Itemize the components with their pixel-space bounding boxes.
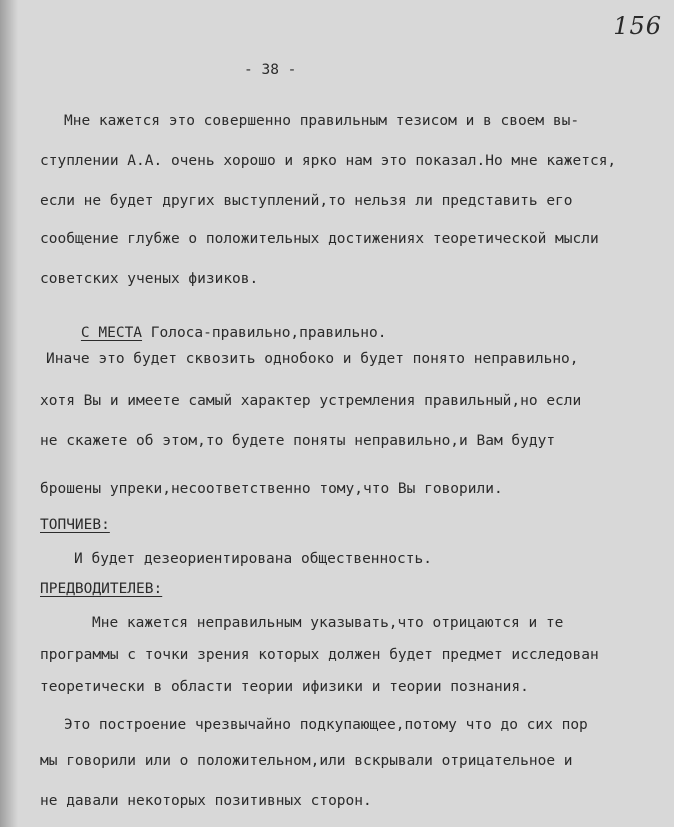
page-number: - 38 - <box>244 62 297 78</box>
text-line: И будет дезеориентирована общественность. <box>74 551 432 567</box>
text-line: советских ученых физиков. <box>40 271 259 287</box>
text-line: ступлении А.А. очень хорошо и ярко нам это показал.Но мне кажется, <box>40 153 617 169</box>
speaker-label: С МЕСТА <box>80 325 143 341</box>
speaker-label: ТОПЧИЕВ: <box>40 517 110 533</box>
text-line: мы говорили или о положительном,или вскрывали отрицательное и <box>40 753 573 769</box>
text-line: не скажете об этом,то будете поняты неправильно,и Вам будут <box>40 433 556 449</box>
text-line: теоретически в области теории ифизики и теории познания. <box>40 679 529 695</box>
text-line: Мне кажется это совершенно правильным тезисом и в своем вы- <box>64 113 580 129</box>
text-line: брошены упреки,несоответственно тому,что Вы говорили. <box>40 481 503 497</box>
handwritten-page-number: 156 <box>613 12 662 40</box>
text-line: не давали некоторых позитивных сторон. <box>40 793 372 809</box>
remark-text: Голоса-правильно,правильно. <box>142 325 387 341</box>
text-line: Иначе это будет сквозить однобоко и будет понято неправильно, <box>46 351 579 367</box>
speaker-label: ПРЕДВОДИТЕЛЕВ: <box>40 581 163 597</box>
text-line: если не будет других выступлений,то нельзя ли представить его <box>40 193 573 209</box>
text-line: Это построение чрезвычайно подкупающее,потому что до сих пор <box>64 717 588 733</box>
text-line: сообщение глубже о положительных достижениях теоретической мысли <box>40 231 599 247</box>
scan-edge-shadow <box>0 0 18 827</box>
text-line: хотя Вы и имеете самый характер устремления правильный,но если <box>40 393 582 409</box>
text-line: Мне кажется неправильным указывать,что отрицаются и те <box>92 615 564 631</box>
text-line: программы с точки зрения которых должен будет предмет исследован <box>40 647 599 663</box>
